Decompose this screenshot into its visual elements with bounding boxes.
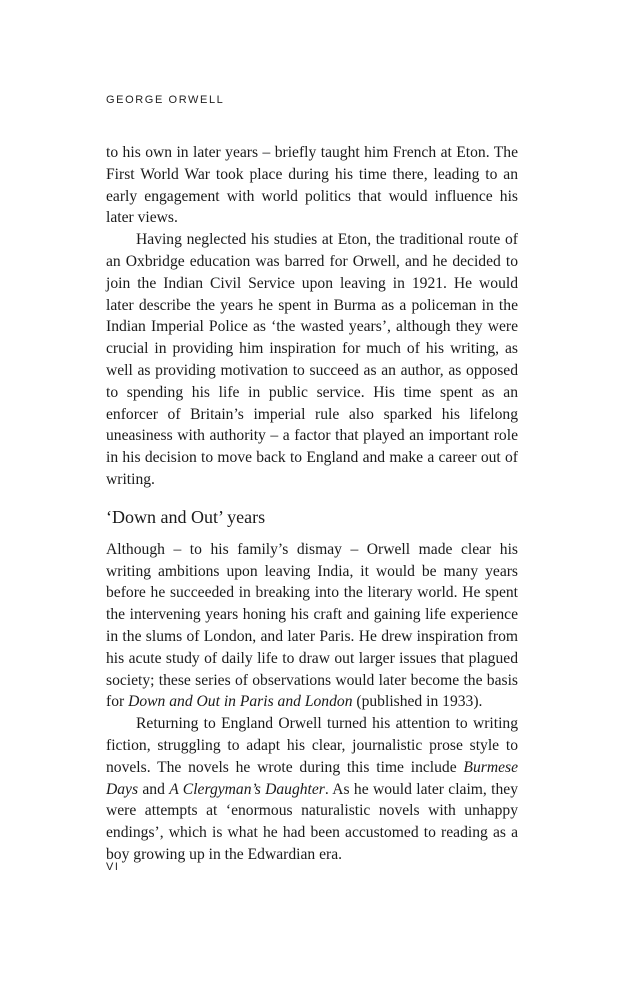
paragraph-text: (published in 1933). xyxy=(352,693,483,711)
book-title: Burmese Days xyxy=(106,758,518,798)
book-title: Down and Out in Paris and London xyxy=(128,693,353,711)
running-head: GEORGE ORWELL xyxy=(106,94,225,106)
paragraph xyxy=(106,539,518,713)
page-number: VI xyxy=(106,861,120,873)
paragraph-text: Although – to his family’s dismay – Orwell made clear his writing ambitions upon leaving India, it would be many years before he succeeded in breaking into the literary world. He spent the intervening years honing his craft and gaining life experience in the slums of London, and later Paris. He drew inspiration from his acute study of daily life to draw out larger issues that plagued society; these series of observations would later become the basis for xyxy=(106,540,518,711)
paragraph-text: . As he would later claim, they were attempts at ‘enormous naturalistic novels with unhappy endings’, which is what he had been accustomed to reading as a boy growing up in the Edwardian era. xyxy=(106,780,518,863)
paragraph: to his own in later years – briefly taught him French at Eton. The First World War took place during his time there, leading to an early engagement with world politics that would influence his later views. xyxy=(106,144,518,227)
paragraph-text: Returning to England Orwell turned his attention to writing fiction, struggling to adapt his clear, journalistic prose style to novels. The novels he wrote during this time include xyxy=(106,715,518,776)
paragraph: Having neglected his studies at Eton, the traditional route of an Oxbridge education was barred for Orwell, and he decided to join the Indian Civil Service upon leaving in 1921. He would later describe the years he spent in Burma as a policeman in the Indian Imperial Police as ‘the wasted years’, although they were crucial in providing him inspiration for much of his writing, as well as providing motivation to succeed as an author, as opposed to spending his life in public service. His time spent as an enforcer of Britain’s imperial rule also sparked his lifelong uneasiness with authority – a factor that played an important role in his decision to move back to England and make a career out of writing. xyxy=(106,231,518,488)
book-title: A Clergyman’s Daughter xyxy=(169,780,325,798)
section-heading: ‘Down and Out’ years xyxy=(106,506,266,527)
paragraph xyxy=(106,713,518,866)
body-text xyxy=(106,142,518,866)
paragraph-text: and xyxy=(138,780,170,798)
